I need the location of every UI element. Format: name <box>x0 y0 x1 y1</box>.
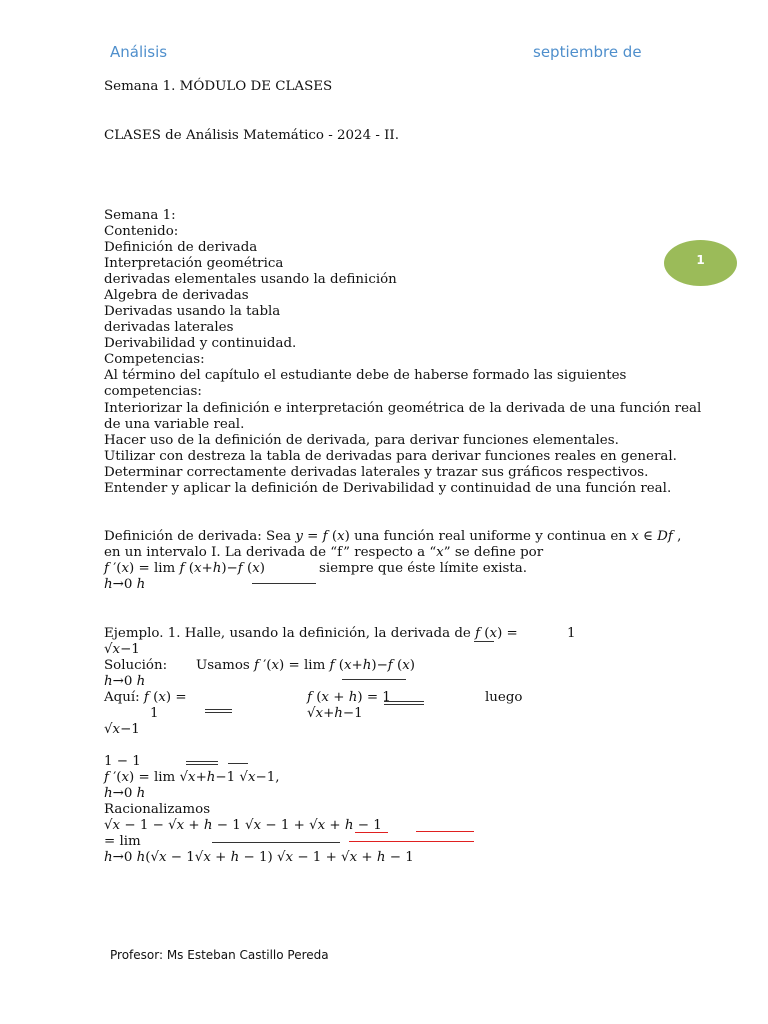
derivative-limit: 𝑓 ′(𝑥) = lim √𝑥+ℎ−1 √𝑥−1, <box>104 770 280 785</box>
derivative-limit-subscript: ℎ→0 ℎ <box>104 786 146 801</box>
rationalized-equals-lim: = lim <box>104 834 141 849</box>
aqui-line: Aquí: 𝑓 (𝑥) = <box>104 690 187 705</box>
content-line: Competencias: <box>104 352 205 367</box>
definition-line-2: en un intervalo I. La derivada de “f” respecto a “𝑥” se define por <box>104 545 544 560</box>
content-line: Hacer uso de la definición de derivada, para derivar funciones elementales. <box>104 433 619 448</box>
fraction-bar <box>384 704 424 705</box>
solution-limit-subscript: ℎ→0 ℎ <box>104 674 146 689</box>
week-module-title: Semana 1. MÓDULO DE CLASES <box>104 79 333 94</box>
definition-formula: 𝑓 ′(𝑥) = lim 𝑓 (𝑥+ℎ)−𝑓 (𝑥) <box>104 561 265 576</box>
example-sqrt: √𝑥−1 <box>104 642 140 657</box>
content-line: Utilizar con destreza la tabla de derivadas para derivar funciones reales en general. <box>104 449 677 464</box>
solution-formula: Usamos 𝑓 ′(𝑥) = lim 𝑓 (𝑥+ℎ)−𝑓 (𝑥) <box>196 658 416 673</box>
content-line: derivadas elementales usando la definición <box>104 272 397 287</box>
red-underline <box>416 831 474 832</box>
fraction-bar <box>205 712 232 713</box>
rationalized-denominator: ℎ→0 ℎ(√𝑥 − 1√𝑥 + ℎ − 1) √𝑥 − 1 + √𝑥 + ℎ − 1 <box>104 850 414 865</box>
definition-line-1: Definición de derivada: Sea 𝑦 = 𝑓 (𝑥) una función real uniforme y continua en 𝑥 ∈ 𝐷𝑓 , <box>104 529 682 544</box>
example-title-numerator: 1 <box>567 626 576 641</box>
course-title: CLASES de Análisis Matemático - 2024 - II. <box>104 128 399 143</box>
sqrt-x-minus-1: √𝑥−1 <box>104 722 140 737</box>
solution-label: Solución: <box>104 658 168 673</box>
content-line: Interpretación geométrica <box>104 256 284 271</box>
rationalized-numerator: √𝑥 − 1 − √𝑥 + ℎ − 1 √𝑥 − 1 + √𝑥 + ℎ − 1 <box>104 818 382 833</box>
fraction-bar <box>342 679 406 680</box>
f-x-plus-h: 𝑓 (𝑥 + ℎ) = 1 <box>307 690 391 705</box>
content-line: Algebra de derivadas <box>104 288 249 303</box>
racionalizamos-label: Racionalizamos <box>104 802 211 817</box>
content-line: derivadas laterales <box>104 320 234 335</box>
header-course-name: Análisis <box>110 43 168 61</box>
definition-limit-subscript: ℎ→0 ℎ <box>104 577 146 592</box>
fraction-bar <box>228 763 248 764</box>
content-line: Semana 1: <box>104 208 176 223</box>
fraction-bar <box>474 641 494 642</box>
difference-numerator: 1 − 1 <box>104 754 141 769</box>
fraction-bar <box>252 583 316 584</box>
content-line: Derivabilidad y continuidad. <box>104 336 297 351</box>
fraction-bar <box>384 701 424 702</box>
fraction-bar <box>205 709 232 710</box>
sqrt-x-plus-h: √𝑥+ℎ−1 <box>307 706 363 721</box>
footer-professor: Profesor: Ms Esteban Castillo Pereda <box>110 948 329 962</box>
page-number-badge: 1 <box>664 240 737 286</box>
fraction-bar <box>186 764 218 765</box>
red-underline <box>349 841 474 842</box>
content-line: Interiorizar la definición e interpretación geométrica de la derivada de una función real <box>104 401 702 416</box>
content-line: competencias: <box>104 384 202 399</box>
content-line: de una variable real. <box>104 417 245 432</box>
example-title: Ejemplo. 1. Halle, usando la definición, la derivada de 𝑓 (𝑥) = <box>104 626 518 641</box>
fraction-bar <box>186 761 218 762</box>
luego-word: luego <box>485 690 523 705</box>
content-line: Definición de derivada <box>104 240 258 255</box>
content-line: Al término del capítulo el estudiante debe de haberse formado las siguientes <box>104 368 627 383</box>
content-line: Determinar correctamente derivadas laterales y trazar sus gráficos respectivos. <box>104 465 649 480</box>
content-line: Entender y aplicar la definición de Derivabilidad y continuidad de una función real. <box>104 481 672 496</box>
red-underline <box>355 832 388 833</box>
header-date: septiembre de <box>533 43 642 61</box>
numerator-one: 1 <box>150 706 159 721</box>
content-line: Contenido: <box>104 224 179 239</box>
content-line: Derivadas usando la tabla <box>104 304 281 319</box>
fraction-bar <box>212 842 340 843</box>
definition-condition: siempre que éste límite exista. <box>319 561 528 576</box>
